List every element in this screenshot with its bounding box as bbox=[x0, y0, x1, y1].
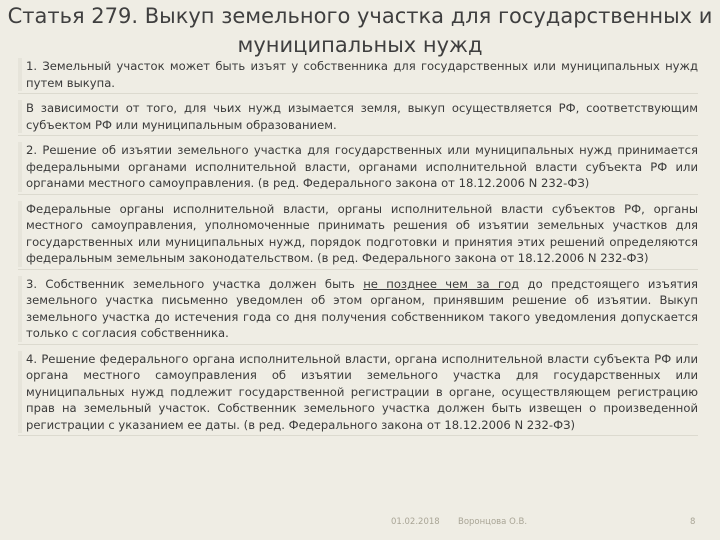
deadline-underlined: не позднее чем за год bbox=[363, 276, 520, 291]
paragraph-6: 4. Решение федерального органа исполнительной власти, органа исполнительной власти субъекта РФ или органа местного самоуправления об изъятии земельного участка для государственных или муниципальных нужд подлежит государственной регистрации в органе, осуществляющем регистрацию прав на земельный участок. Собственник земельного участка должен быть извещен о произведенной регистрации с указанием ее даты. (в ред. Федерального закона от 18.12.2006 N 232-ФЗ) bbox=[18, 349, 698, 437]
paragraph-4: Федеральные органы исполнительной власти, органы исполнительной власти субъектов РФ, органы местного самоуправления, уполномоченные принимать решения об изъятии земельных участков для государственных или муниципальных нужд, порядок подготовки и принятия этих решений определяются федеральным земельным законодательством. (в ред. Федерального закона от 18.12.2006 N 232-ФЗ) bbox=[18, 199, 698, 270]
paragraph-1: 1. Земельный участок может быть изъят у собственника для государственных или муниципальных нужд путем выкупа. bbox=[18, 56, 698, 94]
article-body bbox=[18, 56, 698, 440]
footer-date: 01.02.2018 bbox=[391, 517, 440, 527]
paragraph-5-end: до предстоящего изъятия земельного участка письменно уведомлен об этом органом, принявшим решение об изъятии. Выкуп земельного участка до истечения года со дня получения собственником такого уведомления допускается только с согласия собственника. bbox=[26, 276, 699, 340]
footer-author: Воронцова О.В. bbox=[458, 517, 528, 527]
title-line-1: Статья 279. Выкуп земельного участка для государственных и bbox=[7, 4, 713, 28]
page-title bbox=[0, 2, 720, 60]
paragraph-2: В зависимости от того, для чьих нужд изымается земля, выкуп осуществляется РФ, соответствующим субъектом РФ или муниципальным образованием. bbox=[18, 98, 698, 136]
paragraph-5-start: 3. Собственник земельного участка должен быть bbox=[26, 276, 364, 291]
paragraph-3: 2. Решение об изъятии земельного участка для государственных или муниципальных нужд принимается федеральными органами исполнительной власти, органами исполнительной власти субъекта РФ или органами местного самоуправления. (в ред. Федерального закона от 18.12.2006 N 232-ФЗ) bbox=[18, 140, 698, 195]
paragraph-5 bbox=[18, 274, 698, 345]
title-line-2: муниципальных нужд bbox=[237, 33, 483, 57]
page-number: 8 bbox=[690, 517, 696, 527]
